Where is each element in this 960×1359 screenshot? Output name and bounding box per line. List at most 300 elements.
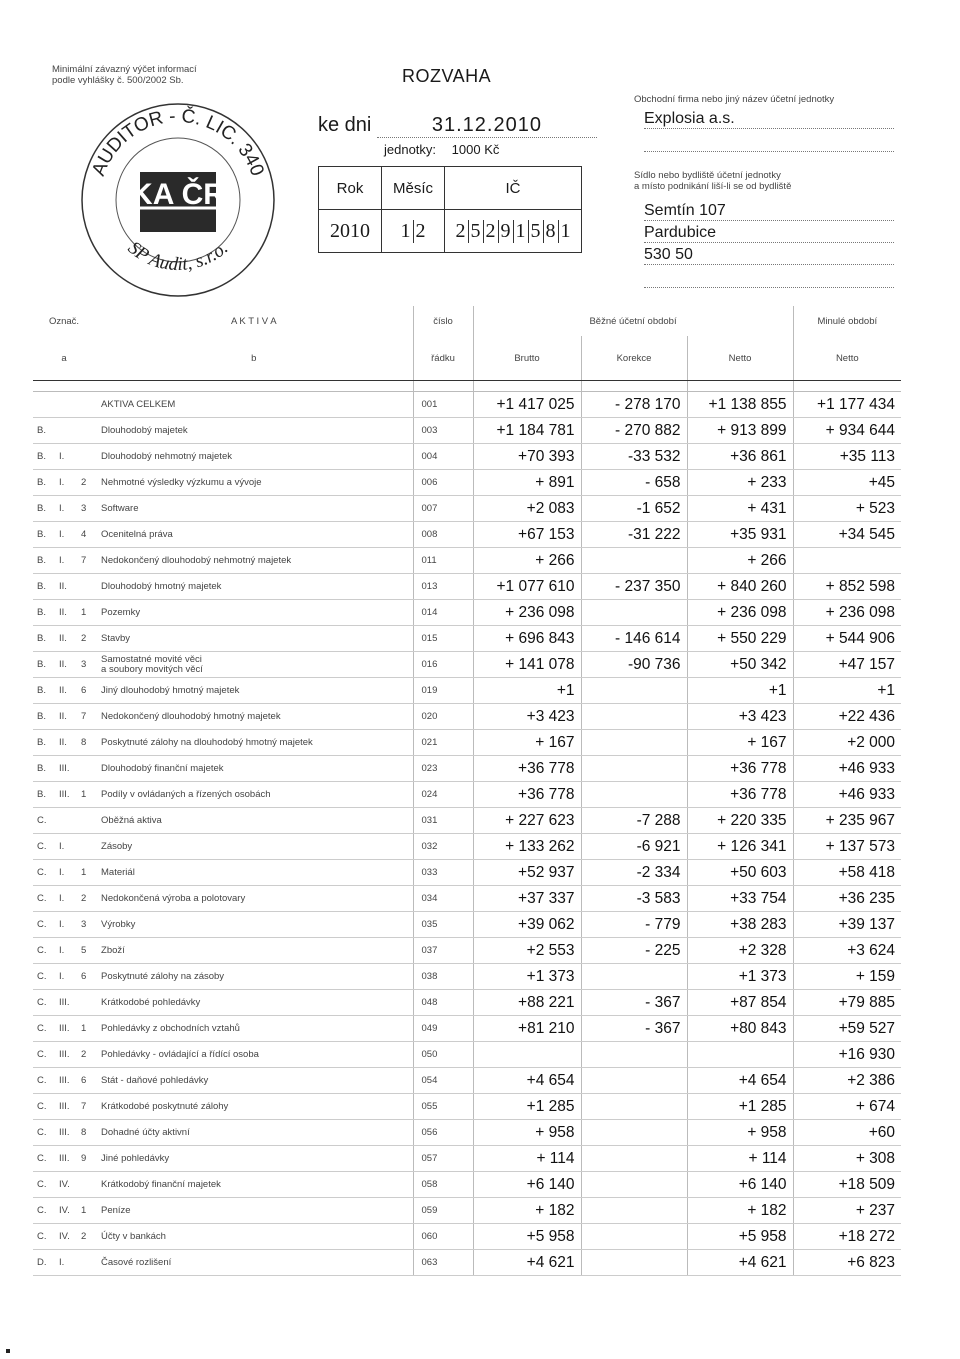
row-number: 059 (413, 1198, 473, 1224)
minule-netto-value: + 308 (793, 1146, 901, 1172)
oznac-part2: IV. (55, 1198, 77, 1224)
auditor-stamp (78, 100, 278, 300)
row-number: 008 (413, 522, 473, 548)
oznac-part2 (55, 418, 77, 444)
oznac-part1: B. (33, 574, 55, 600)
row-label: Zboží (95, 938, 413, 964)
brutto-value: +5 958 (473, 1224, 581, 1250)
oznac-part1: C. (33, 1016, 55, 1042)
korekce-value: - 779 (581, 912, 687, 938)
row-label: Poskytnuté zálohy na zásoby (95, 964, 413, 990)
row-number: 007 (413, 496, 473, 522)
minule-netto-value: +18 509 (793, 1172, 901, 1198)
netto-value: +1 138 855 (687, 392, 793, 418)
row-label: Jiné pohledávky (95, 1146, 413, 1172)
korekce-value: - 270 882 (581, 418, 687, 444)
minule-netto-value: +3 624 (793, 938, 901, 964)
brutto-value: +37 337 (473, 886, 581, 912)
legal-note-line1: Minimální závazný výčet informací (52, 64, 197, 75)
oznac-part3: 2 (77, 470, 95, 496)
mesic-digit: 2 (413, 220, 428, 243)
minule-netto-value: +79 885 (793, 990, 901, 1016)
korekce-value: -3 583 (581, 886, 687, 912)
oznac-part3: 1 (77, 1198, 95, 1224)
table-body (33, 392, 901, 1276)
row-number: 055 (413, 1094, 473, 1120)
brutto-value: + 182 (473, 1198, 581, 1224)
oznac-part3 (77, 834, 95, 860)
brutto-value: +88 221 (473, 990, 581, 1016)
netto-value: + 114 (687, 1146, 793, 1172)
korekce-value (581, 1250, 687, 1276)
oznac-part2: I. (55, 496, 77, 522)
row-number: 058 (413, 1172, 473, 1198)
netto-value: + 550 229 (687, 626, 793, 652)
minule-netto-value: +22 436 (793, 704, 901, 730)
table-row (33, 1146, 901, 1172)
oznac-part2: I. (55, 964, 77, 990)
sub-a: a (33, 336, 95, 381)
ic-value (445, 210, 582, 253)
row-label: Stát - daňové pohledávky (95, 1068, 413, 1094)
spacer-cell (687, 381, 793, 392)
minule-netto-value: +39 137 (793, 912, 901, 938)
brutto-value: +67 153 (473, 522, 581, 548)
stamp-bottom-text: SP Audit, s.r.o. (123, 237, 233, 276)
table-row (33, 1172, 901, 1198)
oznac-part2: I. (55, 522, 77, 548)
minule-netto-value: +35 113 (793, 444, 901, 470)
table-row (33, 522, 901, 548)
table-row (33, 470, 901, 496)
minule-netto-value: + 523 (793, 496, 901, 522)
oznac-part1: B. (33, 522, 55, 548)
row-number: 014 (413, 600, 473, 626)
oznac-part1: C. (33, 1198, 55, 1224)
ic-digit: 8 (543, 220, 558, 243)
spacer-cell (413, 381, 473, 392)
table-row (33, 730, 901, 756)
row-label: Samostatné movité věci a soubory movitých věcí (95, 652, 413, 678)
brutto-value: +4 621 (473, 1250, 581, 1276)
minule-netto-value: +47 157 (793, 652, 901, 678)
sub-korekce: Korekce (581, 336, 687, 381)
oznac-part2: I. (55, 860, 77, 886)
row-label: Nehmotné výsledky výzkumu a vývoje (95, 470, 413, 496)
row-label: Jiný dlouhodobý hmotný majetek (95, 678, 413, 704)
ic-digit: 2 (483, 220, 498, 243)
row-number: 050 (413, 1042, 473, 1068)
oznac-part3: 8 (77, 1120, 95, 1146)
netto-value: + 840 260 (687, 574, 793, 600)
netto-value: +1 285 (687, 1094, 793, 1120)
ic-digit: 5 (528, 220, 543, 243)
row-number: 035 (413, 912, 473, 938)
minule-netto-value: + 235 967 (793, 808, 901, 834)
ic-digit: 1 (558, 220, 573, 243)
brutto-value (473, 1042, 581, 1068)
address-zip: 530 50 (644, 246, 894, 265)
svg-text:SP Audit, s.r.o. (124, 237, 233, 275)
minule-netto-value: + 674 (793, 1094, 901, 1120)
rok-value: 2010 (319, 210, 382, 253)
minule-netto-value: + 236 098 (793, 600, 901, 626)
oznac-part2: I. (55, 1250, 77, 1276)
korekce-value (581, 678, 687, 704)
korekce-value: - 278 170 (581, 392, 687, 418)
oznac-part1: B. (33, 730, 55, 756)
oznac-part3: 6 (77, 964, 95, 990)
row-number: 019 (413, 678, 473, 704)
oznac-part2: II. (55, 574, 77, 600)
oznac-part2: I. (55, 938, 77, 964)
oznac-part3 (77, 1172, 95, 1198)
spacer-cell (793, 381, 901, 392)
minule-netto-value: +59 527 (793, 1016, 901, 1042)
row-label: Krátkodobý finanční majetek (95, 1172, 413, 1198)
minule-netto-value: +58 418 (793, 860, 901, 886)
oznac-part1: C. (33, 1042, 55, 1068)
netto-value: +1 373 (687, 964, 793, 990)
netto-value: +50 342 (687, 652, 793, 678)
row-label: Účty v bankách (95, 1224, 413, 1250)
table-row (33, 1016, 901, 1042)
brutto-value: +6 140 (473, 1172, 581, 1198)
oznac-part2 (55, 808, 77, 834)
row-label: Dlouhodobý nehmotný majetek (95, 444, 413, 470)
mesic-value (382, 210, 445, 253)
row-label: Dlouhodobý finanční majetek (95, 756, 413, 782)
oznac-part2: I. (55, 912, 77, 938)
oznac-part2: III. (55, 756, 77, 782)
oznac-part3: 2 (77, 886, 95, 912)
oznac-part2: II. (55, 730, 77, 756)
col-cislo: číslo (413, 306, 473, 336)
oznac-part3 (77, 392, 95, 418)
sub-radku: řádku (413, 336, 473, 381)
brutto-value: + 236 098 (473, 600, 581, 626)
table-row (33, 1198, 901, 1224)
row-label: Pohledávky z obchodních vztahů (95, 1016, 413, 1042)
oznac-part1: B. (33, 418, 55, 444)
netto-value: + 236 098 (687, 600, 793, 626)
oznac-part3 (77, 756, 95, 782)
brutto-value: + 114 (473, 1146, 581, 1172)
oznac-part3 (77, 574, 95, 600)
netto-value: +6 140 (687, 1172, 793, 1198)
brutto-value: +2 083 (473, 496, 581, 522)
oznac-part1: B. (33, 626, 55, 652)
row-label: Materiál (95, 860, 413, 886)
oznac-part1: C. (33, 808, 55, 834)
minule-netto-value: +1 (793, 678, 901, 704)
mesic-label: Měsíc (382, 167, 445, 210)
oznac-part1: C. (33, 1068, 55, 1094)
address-city: Pardubice (644, 224, 894, 243)
korekce-value (581, 1224, 687, 1250)
sub-b: b (95, 336, 413, 381)
oznac-part3: 6 (77, 678, 95, 704)
oznac-part2: I. (55, 444, 77, 470)
netto-value: +33 754 (687, 886, 793, 912)
oznac-part1: C. (33, 886, 55, 912)
brutto-value: + 141 078 (473, 652, 581, 678)
oznac-part2: IV. (55, 1224, 77, 1250)
table-row (33, 860, 901, 886)
seat-label (634, 170, 791, 192)
oznac-part3: 1 (77, 1016, 95, 1042)
row-number: 049 (413, 1016, 473, 1042)
korekce-value: - 237 350 (581, 574, 687, 600)
netto-value: +80 843 (687, 1016, 793, 1042)
brutto-value: + 227 623 (473, 808, 581, 834)
row-label: Zásoby (95, 834, 413, 860)
oznac-part2: II. (55, 652, 77, 678)
oznac-part3: 1 (77, 782, 95, 808)
table-row (33, 990, 901, 1016)
sub-netto: Netto (687, 336, 793, 381)
table-row (33, 418, 901, 444)
stamp-top-text: AUDITOR - Č. LIC. 340 (88, 105, 268, 179)
row-label: AKTIVA CELKEM (95, 392, 413, 418)
minule-netto-value: + 159 (793, 964, 901, 990)
brutto-value: +1 077 610 (473, 574, 581, 600)
oznac-part2: IV. (55, 1172, 77, 1198)
row-label: Peníze (95, 1198, 413, 1224)
seat-label-line1: Sídlo nebo bydliště účetní jednotky (634, 170, 781, 181)
oznac-part1: B. (33, 444, 55, 470)
oznac-part1: D. (33, 1250, 55, 1276)
oznac-part1: C. (33, 1146, 55, 1172)
row-number: 031 (413, 808, 473, 834)
table-row (33, 756, 901, 782)
netto-value: + 958 (687, 1120, 793, 1146)
oznac-part1: B. (33, 652, 55, 678)
netto-value: +1 (687, 678, 793, 704)
balance-date: 31.12.2010 (431, 114, 542, 136)
ic-digit: 1 (513, 220, 528, 243)
oznac-part3: 3 (77, 652, 95, 678)
row-number: 020 (413, 704, 473, 730)
sub-brutto: Brutto (473, 336, 581, 381)
oznac-part2: II. (55, 704, 77, 730)
oznac-part3 (77, 808, 95, 834)
korekce-value: -31 222 (581, 522, 687, 548)
korekce-value: - 367 (581, 990, 687, 1016)
row-label: Krátkodobé pohledávky (95, 990, 413, 1016)
netto-value: +87 854 (687, 990, 793, 1016)
oznac-part3: 8 (77, 730, 95, 756)
rok-label: Rok (319, 167, 382, 210)
brutto-value: +52 937 (473, 860, 581, 886)
row-label: Dlouhodobý majetek (95, 418, 413, 444)
table-row (33, 834, 901, 860)
oznac-part2: III. (55, 990, 77, 1016)
minule-netto-value: +36 235 (793, 886, 901, 912)
korekce-value: - 367 (581, 1016, 687, 1042)
oznac-part2: III. (55, 1042, 77, 1068)
minule-netto-value: +18 272 (793, 1224, 901, 1250)
korekce-value (581, 756, 687, 782)
row-label: Dohadné účty aktivní (95, 1120, 413, 1146)
table-row (33, 964, 901, 990)
brutto-value: +39 062 (473, 912, 581, 938)
netto-value: +2 328 (687, 938, 793, 964)
row-number: 048 (413, 990, 473, 1016)
minule-netto-value: +60 (793, 1120, 901, 1146)
row-label: Poskytnuté zálohy na dlouhodobý hmotný majetek (95, 730, 413, 756)
korekce-value (581, 782, 687, 808)
table-row (33, 1094, 901, 1120)
ke-dni-label: ke dni (318, 114, 372, 136)
minule-netto-value (793, 548, 901, 574)
table-row (33, 678, 901, 704)
netto-value: +5 958 (687, 1224, 793, 1250)
korekce-value (581, 600, 687, 626)
brutto-value: +70 393 (473, 444, 581, 470)
minule-netto-value: +2 000 (793, 730, 901, 756)
balance-date-line (318, 114, 597, 138)
korekce-value (581, 1198, 687, 1224)
oznac-part1: C. (33, 938, 55, 964)
row-number: 038 (413, 964, 473, 990)
row-number: 013 (413, 574, 473, 600)
korekce-value: - 146 614 (581, 626, 687, 652)
minule-netto-value: +34 545 (793, 522, 901, 548)
minule-netto-value: +46 933 (793, 782, 901, 808)
oznac-part3: 3 (77, 912, 95, 938)
netto-value: + 233 (687, 470, 793, 496)
netto-value: + 167 (687, 730, 793, 756)
oznac-part2: II. (55, 626, 77, 652)
oznac-part3: 6 (77, 1068, 95, 1094)
korekce-value (581, 1068, 687, 1094)
table-row (33, 808, 901, 834)
row-number: 003 (413, 418, 473, 444)
oznac-part1: B. (33, 678, 55, 704)
table-row (33, 1120, 901, 1146)
units-value: 1000 Kč (451, 142, 500, 157)
row-number: 056 (413, 1120, 473, 1146)
netto-value: +36 778 (687, 756, 793, 782)
netto-value: +50 603 (687, 860, 793, 886)
oznac-part2 (55, 392, 77, 418)
table-row (33, 600, 901, 626)
brutto-value: + 167 (473, 730, 581, 756)
oznac-part2: III. (55, 1016, 77, 1042)
korekce-value: - 225 (581, 938, 687, 964)
minule-netto-value: +16 930 (793, 1042, 901, 1068)
netto-value: + 126 341 (687, 834, 793, 860)
brutto-value: +2 553 (473, 938, 581, 964)
minule-netto-value: + 544 906 (793, 626, 901, 652)
table-row (33, 496, 901, 522)
col-oznac: Označ. (48, 315, 80, 327)
minule-netto-value: +6 823 (793, 1250, 901, 1276)
brutto-value: + 958 (473, 1120, 581, 1146)
oznac-part3: 5 (77, 938, 95, 964)
col-minule-obdobi: Minulé období (793, 306, 901, 336)
row-number: 034 (413, 886, 473, 912)
korekce-value (581, 1042, 687, 1068)
brutto-value: +1 (473, 678, 581, 704)
korekce-value (581, 548, 687, 574)
minule-netto-value: + 137 573 (793, 834, 901, 860)
oznac-part1: B. (33, 756, 55, 782)
oznac-part2: II. (55, 678, 77, 704)
row-number: 006 (413, 470, 473, 496)
row-number: 004 (413, 444, 473, 470)
brutto-value: +36 778 (473, 756, 581, 782)
oznac-part2: III. (55, 1120, 77, 1146)
brutto-value: +1 373 (473, 964, 581, 990)
oznac-part3: 7 (77, 548, 95, 574)
row-number: 060 (413, 1224, 473, 1250)
oznac-part1: B. (33, 470, 55, 496)
sub-netto-minule: Netto (793, 336, 901, 381)
korekce-value (581, 1094, 687, 1120)
table-row (33, 444, 901, 470)
oznac-part2: I. (55, 470, 77, 496)
minule-netto-value: +46 933 (793, 756, 901, 782)
row-label: Dlouhodobý hmotný majetek (95, 574, 413, 600)
table-row (33, 574, 901, 600)
oznac-part3: 2 (77, 1224, 95, 1250)
address-dotted-line (644, 286, 894, 288)
table-row (33, 704, 901, 730)
oznac-part1: B. (33, 548, 55, 574)
row-label: Krátkodobé poskytnuté zálohy (95, 1094, 413, 1120)
oznac-part3 (77, 418, 95, 444)
minule-netto-value: + 934 644 (793, 418, 901, 444)
oznac-part2: III. (55, 1068, 77, 1094)
oznac-part1: C. (33, 1094, 55, 1120)
seat-label-line2: a místo podnikání liší-li se od bydliště (634, 181, 792, 192)
col-bezne-obdobi: Běžné účetní období (473, 306, 793, 336)
oznac-part3: 3 (77, 496, 95, 522)
oznac-part2: I. (55, 886, 77, 912)
oznac-part2: III. (55, 1146, 77, 1172)
korekce-value (581, 1146, 687, 1172)
row-number: 015 (413, 626, 473, 652)
oznac-part3: 7 (77, 704, 95, 730)
netto-value: + 431 (687, 496, 793, 522)
korekce-value: -33 532 (581, 444, 687, 470)
table-row (33, 1224, 901, 1250)
svg-text:AUDITOR - Č. LIC. 340 (88, 105, 267, 179)
row-label: Stavby (95, 626, 413, 652)
oznac-part3: 7 (77, 1094, 95, 1120)
oznac-part1: C. (33, 912, 55, 938)
oznac-part3: 1 (77, 600, 95, 626)
oznac-part1: C. (33, 1120, 55, 1146)
korekce-value (581, 1120, 687, 1146)
ic-digit: 2 (455, 219, 466, 242)
netto-value: +38 283 (687, 912, 793, 938)
oznac-part1: C. (33, 990, 55, 1016)
korekce-value: -6 921 (581, 834, 687, 860)
brutto-value: +81 210 (473, 1016, 581, 1042)
table-row (33, 938, 901, 964)
netto-value: +4 621 (687, 1250, 793, 1276)
oznac-part2: I. (55, 548, 77, 574)
brutto-value: + 133 262 (473, 834, 581, 860)
spacer-cell (473, 381, 581, 392)
mesic-digit: 1 (400, 219, 411, 242)
row-label: Výrobky (95, 912, 413, 938)
row-label: Nedokončený dlouhodobý hmotný majetek (95, 704, 413, 730)
row-label: Pohledávky - ovládající a řídící osoba (95, 1042, 413, 1068)
